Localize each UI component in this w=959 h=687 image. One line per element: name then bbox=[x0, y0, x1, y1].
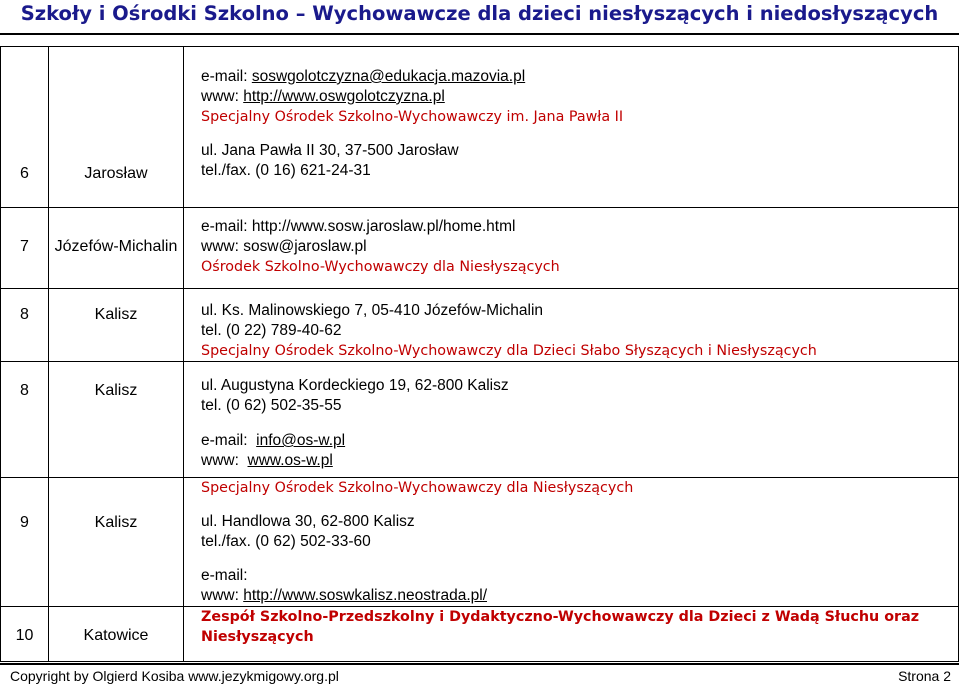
info-cell bbox=[184, 47, 959, 208]
school-name-cont: Niesłyszących bbox=[201, 629, 314, 645]
school-name: Ośrodek Szkolno-Wychowawczy dla Niesłyszących bbox=[201, 259, 560, 275]
city-name: Kalisz bbox=[94, 382, 138, 399]
row-number: 8 bbox=[20, 382, 29, 399]
table-row bbox=[1, 47, 959, 208]
city-cell bbox=[49, 362, 184, 478]
schools-table bbox=[0, 46, 959, 662]
row-number-cell bbox=[1, 208, 49, 289]
email-label: e-mail: bbox=[201, 68, 248, 85]
row-number: 7 bbox=[20, 238, 29, 255]
school-name: Specjalny Ośrodek Szkolno-Wychowawczy dla Dzieci Słabo Słyszących i Niesłyszących bbox=[201, 343, 817, 359]
row-number: 9 bbox=[20, 514, 29, 531]
www-link[interactable]: http://www.oswgolotczyzna.pl bbox=[243, 88, 445, 105]
info-cell bbox=[184, 208, 959, 289]
email-link[interactable]: info@os-w.pl bbox=[256, 432, 346, 449]
page-number: Strona 2 bbox=[898, 668, 951, 684]
school-name: Specjalny Ośrodek Szkolno-Wychowawczy im. Jana Pawła II bbox=[201, 109, 624, 125]
school-name: Specjalny Ośrodek Szkolno-Wychowawczy dla Niesłyszących bbox=[201, 480, 634, 496]
phone: tel./fax. (0 62) 502-33-60 bbox=[201, 533, 371, 550]
email-line bbox=[184, 431, 958, 451]
table-row bbox=[1, 478, 959, 607]
phone: tel. (0 62) 502-35-55 bbox=[201, 397, 342, 414]
table-row bbox=[1, 607, 959, 662]
city-cell bbox=[49, 47, 184, 208]
address: ul. Handlowa 30, 62-800 Kalisz bbox=[201, 513, 415, 530]
city-cell bbox=[49, 208, 184, 289]
www-line bbox=[184, 451, 958, 471]
row-number-cell bbox=[1, 607, 49, 662]
www-label: www: bbox=[201, 88, 239, 105]
row-number-cell bbox=[1, 47, 49, 208]
email-label: e-mail: bbox=[201, 432, 248, 449]
address: ul. Augustyna Kordeckiego 19, 62-800 Kalisz bbox=[201, 377, 509, 394]
city-name: Kalisz bbox=[94, 306, 138, 323]
page-title: Szkoły i Ośrodki Szkolno – Wychowawcze dla dzieci niesłyszących i niedosłyszących bbox=[20, 2, 939, 25]
www-line bbox=[184, 586, 958, 606]
city-name: Katowice bbox=[83, 627, 149, 644]
city-cell bbox=[49, 478, 184, 607]
page-footer bbox=[0, 663, 959, 687]
row-number: 6 bbox=[20, 165, 29, 182]
phone: tel. (0 22) 789-40-62 bbox=[201, 322, 342, 339]
address: ul. Jana Pawła II 30, 37-500 Jarosław bbox=[201, 142, 459, 159]
city-name: Jarosław bbox=[84, 165, 148, 182]
info-cell bbox=[184, 362, 959, 478]
city-cell bbox=[49, 289, 184, 362]
www-link[interactable]: http://www.soswkalisz.neostrada.pl/ bbox=[243, 587, 488, 604]
city-name: Kalisz bbox=[94, 514, 138, 531]
www-line: www: sosw@jaroslaw.pl bbox=[201, 238, 367, 255]
email-line: e-mail: http://www.sosw.jaroslaw.pl/home.html bbox=[201, 218, 516, 235]
copyright: Copyright by Olgierd Kosiba www.jezykmigowy.org.pl bbox=[10, 668, 339, 684]
phone: tel./fax. (0 16) 621-24-31 bbox=[201, 162, 371, 179]
www-line bbox=[184, 87, 958, 107]
info-cell bbox=[184, 289, 959, 362]
www-link[interactable]: www.os-w.pl bbox=[247, 452, 333, 469]
row-number: 10 bbox=[15, 627, 34, 644]
row-number: 8 bbox=[20, 306, 29, 323]
email-line: e-mail: bbox=[201, 567, 248, 584]
email-line bbox=[184, 67, 958, 87]
info-cell bbox=[184, 607, 959, 662]
school-name: Zespół Szkolno-Przedszkolny i Dydaktyczno-Wychowawczy dla Dzieci z Wadą Słuchu oraz bbox=[201, 609, 920, 625]
city-name: Józefów-Michalin bbox=[54, 238, 178, 255]
table-row bbox=[1, 289, 959, 362]
www-label: www: bbox=[201, 452, 239, 469]
row-number-cell bbox=[1, 478, 49, 607]
address: ul. Ks. Malinowskiego 7, 05-410 Józefów-Michalin bbox=[201, 302, 544, 319]
info-cell bbox=[184, 478, 959, 607]
table-row bbox=[1, 208, 959, 289]
row-number-cell bbox=[1, 362, 49, 478]
www-label: www: bbox=[201, 587, 239, 604]
page-header bbox=[0, 0, 959, 35]
row-number-cell bbox=[1, 289, 49, 362]
table-row bbox=[1, 362, 959, 478]
city-cell bbox=[49, 607, 184, 662]
email-link[interactable]: soswgolotczyzna@edukacja.mazovia.pl bbox=[251, 68, 526, 85]
